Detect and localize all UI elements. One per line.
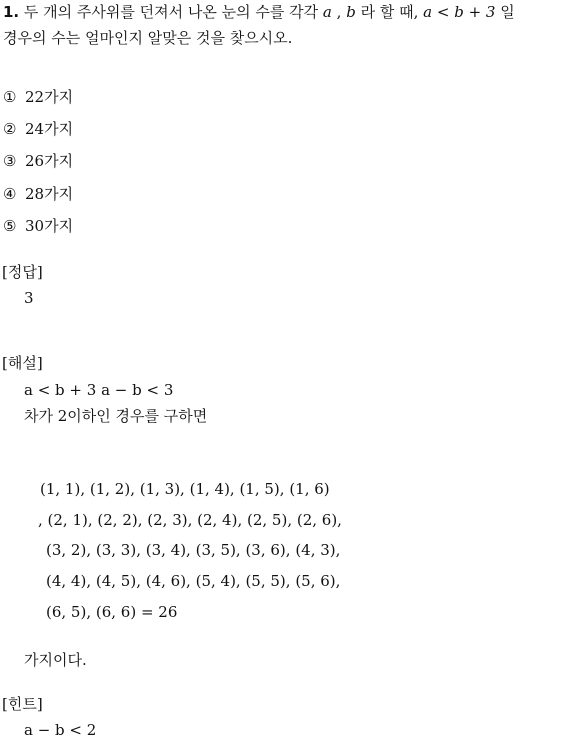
question-text-suffix: 일 <box>500 3 515 21</box>
choice-mark: ③ <box>3 152 17 170</box>
question-inequality: a < b + 3 <box>423 3 496 21</box>
choice-5[interactable] <box>3 216 73 236</box>
question-text-mid: 라 할 때, <box>360 3 419 21</box>
choice-mark: ② <box>3 120 17 138</box>
choice-mark: ① <box>3 88 17 106</box>
pairs-line-3: (3, 2), (3, 3), (3, 4), (3, 5), (3, 6), (4, 3), <box>46 541 341 559</box>
answer-label: [정답] <box>2 263 43 281</box>
choice-3[interactable] <box>3 151 73 171</box>
choice-2[interactable] <box>3 119 73 139</box>
choice-1[interactable] <box>3 87 73 107</box>
pairs-line-5: (6, 5), (6, 6) = 26 <box>46 603 178 621</box>
choice-mark: ⑤ <box>3 217 17 235</box>
choice-text: 28가지 <box>25 185 74 203</box>
variable-a: a <box>322 3 332 21</box>
pairs-line-1: (1, 1), (1, 2), (1, 3), (1, 4), (1, 5), (1, 6) <box>40 480 330 498</box>
explanation-label: [해설] <box>2 354 43 372</box>
choice-4[interactable] <box>3 184 73 204</box>
question-line-1 <box>3 2 515 22</box>
choice-text: 26가지 <box>25 152 74 170</box>
choice-text: 30가지 <box>25 217 74 235</box>
pairs-line-4: (4, 4), (4, 5), (4, 6), (5, 4), (5, 5), (5, 6), <box>46 572 341 590</box>
answer-value: 3 <box>24 289 34 307</box>
comma: , <box>336 3 342 21</box>
question-line-2: 경우의 수는 얼마인지 알맞은 것을 찾으시오. <box>3 29 293 47</box>
explanation-line-1: a < b + 3 a − b < 3 <box>24 381 174 399</box>
variable-b: b <box>346 3 356 21</box>
pairs-line-2: , (2, 1), (2, 2), (2, 3), (2, 4), (2, 5), (2, 6), <box>38 511 342 529</box>
question-number: 1. <box>3 3 20 21</box>
hint-label: [힌트] <box>2 695 43 713</box>
question-text-prefix: 두 개의 주사위를 던져서 나온 눈의 수를 각각 <box>23 3 319 21</box>
choice-text: 24가지 <box>25 120 74 138</box>
hint-text: a − b < 2 <box>24 721 97 739</box>
choice-text: 22가지 <box>25 88 74 106</box>
explanation-conclusion: 가지이다. <box>24 651 87 669</box>
explanation-line-2: 차가 2이하인 경우를 구하면 <box>24 407 208 425</box>
choice-mark: ④ <box>3 185 17 203</box>
